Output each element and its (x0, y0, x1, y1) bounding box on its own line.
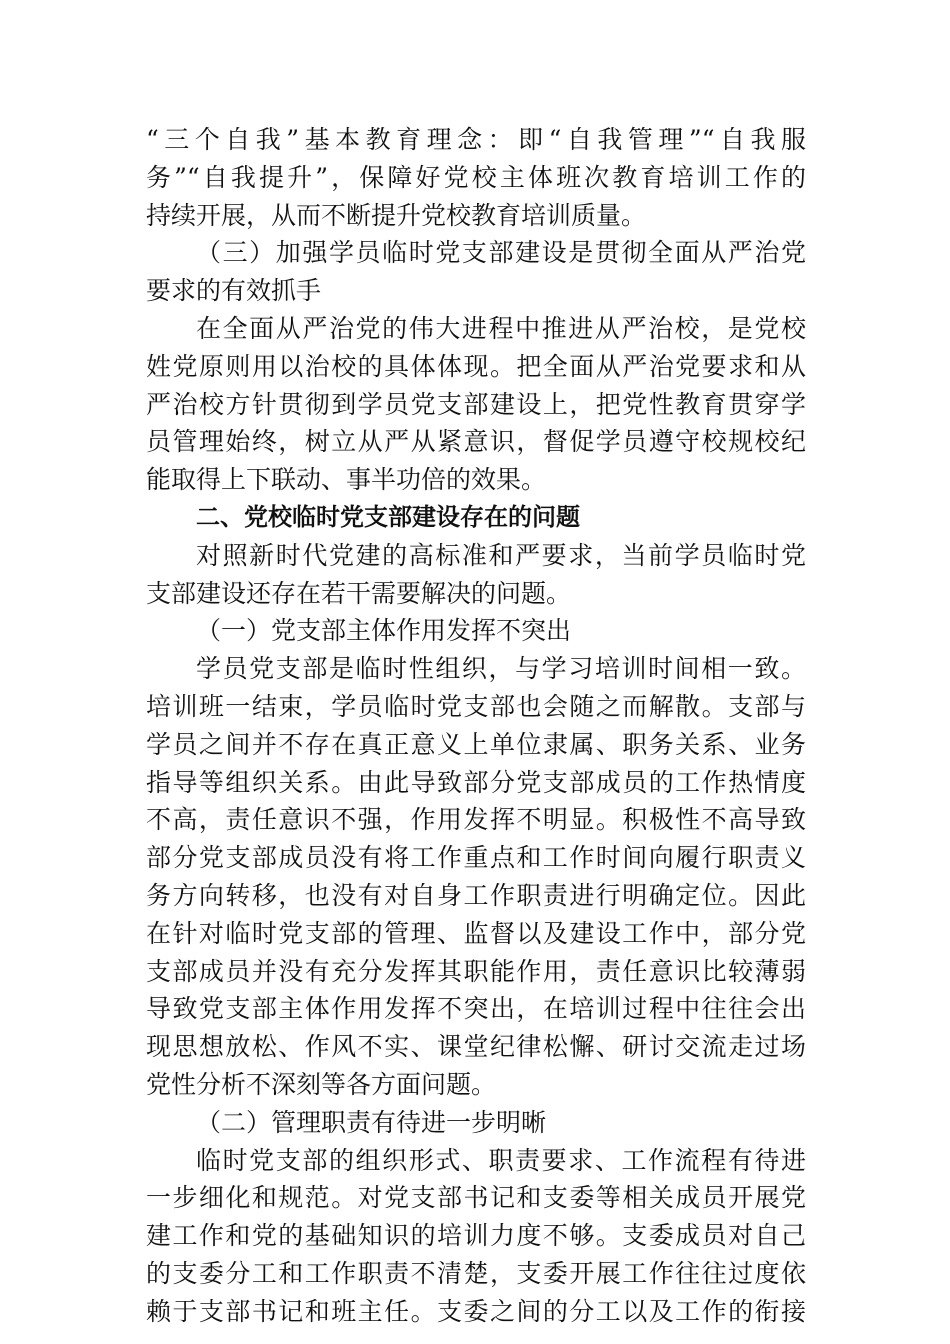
text-line: 培训班一结束，学员临时党支部也会随之而解散。支部与 (146, 691, 806, 721)
paragraph-problem-1-detail (146, 650, 806, 1104)
text-line: 严治校方针贯彻到学员党支部建设上，把党性教育贯穿学 (146, 389, 806, 419)
paragraph-strict-governance (146, 310, 806, 499)
text-line: 部分党支部成员没有将工作重点和工作时间向履行职责义 (146, 843, 806, 873)
text-line: 务方向转移，也没有对自身工作职责进行明确定位。因此 (146, 880, 806, 910)
text-line: 务”“自我提升”，保障好党校主体班次教育培训工作的 (146, 162, 806, 192)
paragraph-problems-intro (146, 537, 806, 613)
section-heading-text: 二、党校临时党支部建设存在的问题 (196, 502, 580, 531)
document-body (146, 121, 806, 1331)
text-line: 现思想放松、作风不实、课堂纪律松懈、研讨交流走过场 (146, 1032, 806, 1062)
text-line: 导致党支部主体作用发挥不突出，在培训过程中往往会出 (146, 994, 806, 1024)
text-line: 员管理始终，树立从严从紧意识，督促学员遵守校规校纪 (146, 427, 806, 457)
subheading-problem-2 (146, 1104, 806, 1142)
text-line: 指导等组织关系。由此导致部分党支部成员的工作热情度 (146, 767, 806, 797)
text-line: 临时党支部的组织形式、职责要求、工作流程有待进 (196, 1145, 806, 1175)
text-line: 对照新时代党建的高标准和严要求，当前学员临时党 (196, 540, 806, 570)
subheading-section-3 (146, 234, 806, 310)
text-line: 支部建设还存在若干需要解决的问题。 (146, 578, 572, 608)
paragraph-intro-continuation (146, 121, 806, 234)
text-line: 党性分析不深刻等各方面问题。 (146, 1069, 497, 1099)
text-line: 持续开展，从而不断提升党校教育培训质量。 (146, 200, 647, 230)
text-line: （一）党支部主体作用发挥不突出 (196, 616, 572, 646)
text-line: 能取得上下联动、事半功倍的效果。 (146, 465, 547, 495)
text-line: 赖于支部书记和班主任。支委之间的分工以及工作的衔接 (146, 1296, 806, 1326)
paragraph-problem-2-detail (146, 1142, 806, 1331)
text-line: “三个自我”基本教育理念：即“自我管理”“自我服 (146, 125, 806, 154)
text-line: （三）加强学员临时党支部建设是贯彻全面从严治党 (196, 238, 806, 268)
text-line: 建工作和党的基础知识的培训力度不够。支委成员对自己 (146, 1221, 806, 1251)
subheading-problem-1 (146, 612, 806, 650)
text-line: 不高，责任意识不强，作用发挥不明显。积极性不高导致 (146, 805, 806, 835)
section-heading-2 (146, 499, 806, 537)
text-line: 要求的有效抓手 (146, 276, 322, 306)
text-line: （二）管理职责有待进一步明晰 (196, 1107, 547, 1137)
text-line: 在全面从严治党的伟大进程中推进从严治校，是党校 (196, 313, 806, 343)
text-line: 学员党支部是临时性组织，与学习培训时间相一致。 (196, 654, 806, 684)
text-line: 的支委分工和工作职责不清楚，支委开展工作往往过度依 (146, 1258, 806, 1288)
text-line: 在针对临时党支部的管理、监督以及建设工作中，部分党 (146, 918, 806, 948)
text-line: 学员之间并不存在真正意义上单位隶属、职务关系、业务 (146, 729, 806, 759)
text-line: 一步细化和规范。对党支部书记和支委等相关成员开展党 (146, 1183, 806, 1213)
text-line: 支部成员并没有充分发挥其职能作用，责任意识比较薄弱 (146, 956, 806, 986)
text-line: 姓党原则用以治校的具体体现。把全面从严治党要求和从 (146, 351, 806, 381)
